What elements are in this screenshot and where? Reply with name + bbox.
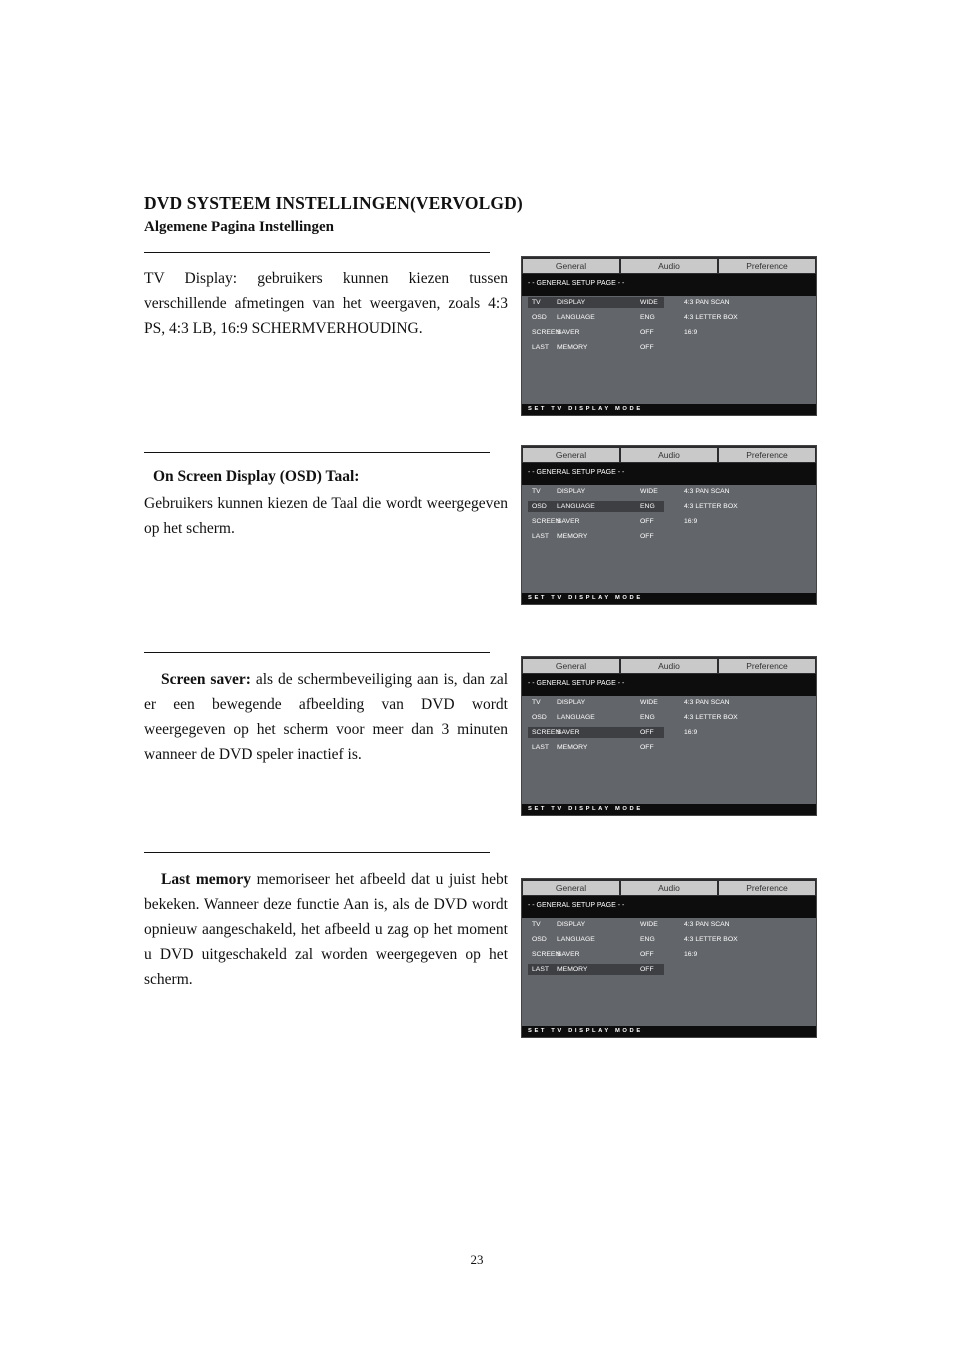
menu-footer: SET TV DISPLAY MODE [522,404,816,415]
menu-row [528,531,664,542]
menu-row-value: WIDE [640,488,658,495]
last-memory-text: memoriseer het afbeeld dat u juist hebt bekeken. Wanneer deze functie Aan is, als de DVD wordt opnieuw aangeschakeld, het afbeeld u zag op het moment u DVD uitgeschakeld zal worden weergegeven op het scherm. [144,871,509,988]
menu-option: 16:9 [684,729,698,736]
menu-row [528,516,664,527]
menu-tab: General [523,659,619,673]
setup-screen-osd-language [522,446,816,604]
menu-row-value: ENG [640,503,655,510]
menu-tabs [522,446,816,463]
menu-tab: Preference [719,881,815,895]
menu-row-key: DISPLAY [557,699,586,706]
menu-row-key: LAST [532,344,549,351]
menu-row-key: SAVER [557,329,580,336]
menu-row [528,919,664,930]
menu-row-value: WIDE [640,699,658,706]
menu-option: 4:3 LETTER BOX [684,714,738,721]
menu-row-key: OSD [532,503,547,510]
menu-row [528,486,664,497]
menu-row-key: TV [532,299,541,306]
menu-page-header: - - GENERAL SETUP PAGE - - [522,896,816,918]
menu-row-value: OFF [640,329,654,336]
section-divider [144,452,490,453]
menu-tabs [522,657,816,674]
menu-row-key: DISPLAY [557,299,586,306]
menu-row-key: LAST [532,533,549,540]
menu-row [528,949,664,960]
menu-row-key: LAST [532,966,549,973]
osd-title: On Screen Display (OSD) Taal: [153,468,360,485]
menu-row-key: DISPLAY [557,921,586,928]
menu-tabs [522,257,816,274]
section-divider [144,852,490,853]
menu-tab: Audio [621,881,717,895]
menu-row [528,742,664,753]
menu-row-key: DISPLAY [557,488,586,495]
menu-row-key: TV [532,488,541,495]
menu-footer: SET TV DISPLAY MODE [522,593,816,604]
menu-row-key: LAST [532,744,549,751]
menu-option: 4:3 PAN SCAN [684,299,730,306]
page-title: DVD SYSTEEM INSTELLINGEN(VERVOLGD) [144,193,523,213]
menu-row-value: OFF [640,518,654,525]
menu-option: 4:3 LETTER BOX [684,314,738,321]
menu-page-header: - - GENERAL SETUP PAGE - - [522,274,816,296]
menu-row-key: MEMORY [557,966,588,973]
menu-row-key: SAVER [557,518,580,525]
section-divider [144,652,490,653]
menu-option: 4:3 PAN SCAN [684,699,730,706]
screen-saver-description [144,667,508,767]
menu-row-value: WIDE [640,921,658,928]
menu-row [528,727,664,738]
menu-tab: Audio [621,259,717,273]
menu-row-value: OFF [640,951,654,958]
menu-row [528,312,664,323]
menu-row [528,342,664,353]
menu-option: 16:9 [684,329,698,336]
menu-row-key: LANGUAGE [557,503,595,510]
section-divider [144,252,490,253]
menu-tab: General [523,881,619,895]
menu-option: 16:9 [684,951,698,958]
menu-row-key: SCREEN [532,329,561,336]
menu-row-key: OSD [532,714,547,721]
page-number: 23 [470,1252,484,1267]
menu-option: 4:3 LETTER BOX [684,936,738,943]
menu-row [528,501,664,512]
menu-row-key: OSD [532,936,547,943]
menu-page-header: - - GENERAL SETUP PAGE - - [522,463,816,485]
menu-tab: General [523,259,619,273]
menu-row-key: OSD [532,314,547,321]
menu-option: 16:9 [684,518,698,525]
menu-row [528,712,664,723]
menu-row-key: TV [532,921,541,928]
menu-tab: Audio [621,448,717,462]
last-memory-label: Last memory [161,871,251,888]
menu-row [528,697,664,708]
screen-saver-text: als de schermbeveiliging aan is, dan zal er een bewegende afbeelding van DVD wordt weergegeven op het scherm voor meer dan 3 minuten wanneer de DVD speler inactief is. [144,671,509,763]
menu-tab: Preference [719,448,815,462]
osd-description: Gebruikers kunnen kiezen de Taal die wordt weergegeven op het scherm. [144,495,508,537]
menu-row-key: TV [532,699,541,706]
menu-row-key: MEMORY [557,533,588,540]
menu-row-key: SCREEN [532,729,561,736]
menu-row [528,327,664,338]
menu-option: 4:3 PAN SCAN [684,488,730,495]
menu-row-value: WIDE [640,299,658,306]
menu-row-value: OFF [640,533,654,540]
menu-row-value: OFF [640,729,654,736]
menu-tabs [522,879,816,896]
menu-row-key: SCREEN [532,951,561,958]
menu-page-header: - - GENERAL SETUP PAGE - - [522,674,816,696]
last-memory-description [144,867,508,992]
menu-footer: SET TV DISPLAY MODE [522,804,816,815]
menu-option: 4:3 LETTER BOX [684,503,738,510]
menu-row [528,964,664,975]
menu-row-value: ENG [640,314,655,321]
menu-row-key: SAVER [557,729,580,736]
menu-row-key: MEMORY [557,344,588,351]
menu-row-key: LANGUAGE [557,714,595,721]
menu-tab: General [523,448,619,462]
setup-screen-last-memory [522,879,816,1037]
page-subtitle: Algemene Pagina Instellingen [144,219,334,235]
menu-row-value: OFF [640,966,654,973]
menu-footer: SET TV DISPLAY MODE [522,1026,816,1037]
menu-tab: Audio [621,659,717,673]
menu-row-key: LANGUAGE [557,314,595,321]
menu-row-value: OFF [640,344,654,351]
menu-row-key: LANGUAGE [557,936,595,943]
setup-screen-tv-display [522,257,816,415]
setup-screen-screen-saver [522,657,816,815]
menu-option: 4:3 PAN SCAN [684,921,730,928]
menu-tab: Preference [719,659,815,673]
menu-row [528,297,664,308]
menu-row-value: ENG [640,714,655,721]
menu-row-value: OFF [640,744,654,751]
menu-row-value: ENG [640,936,655,943]
tv-display-description: TV Display: gebruikers kunnen kiezen tussen verschillende afmetingen van het weergaven, zoals 4:3 PS, 4:3 LB, 16:9 SCHERMVERHOUDING. [144,270,508,337]
menu-row-key: SAVER [557,951,580,958]
menu-tab: Preference [719,259,815,273]
menu-row-key: SCREEN [532,518,561,525]
menu-row-key: MEMORY [557,744,588,751]
menu-row [528,934,664,945]
screen-saver-label: Screen saver: [161,671,251,688]
